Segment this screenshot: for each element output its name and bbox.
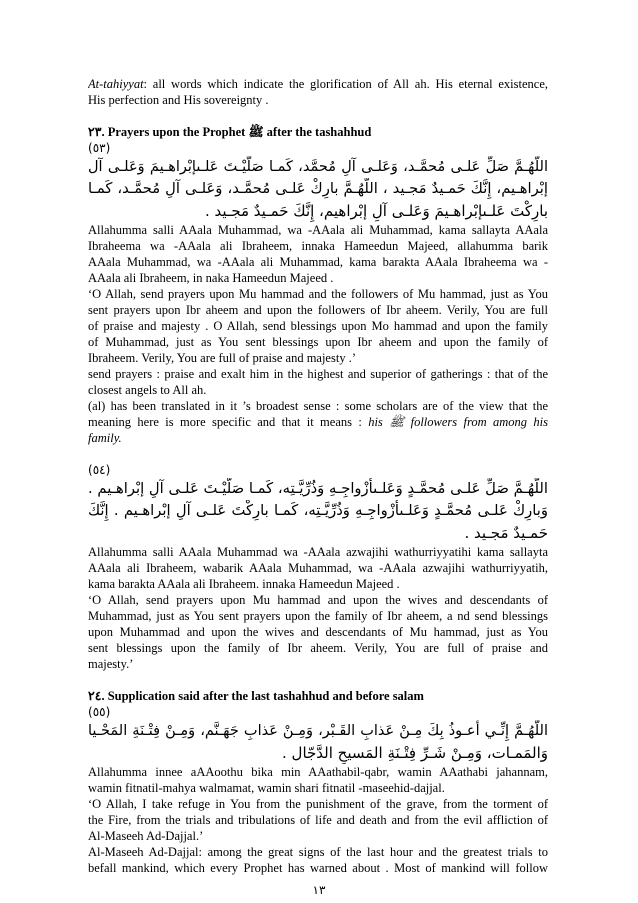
spacer xyxy=(88,672,548,688)
intro-text: : all words which indicate the glorification of All ah. His eternal existence, xyxy=(143,77,548,91)
note-line: family. xyxy=(88,431,122,445)
translation-line: upon Muhammad and upon the wives and descendants of Mu hammad, just as You xyxy=(88,625,548,639)
arabic-line: وَبارِكْ عَلـى مُحمَّـدٍ وَعَلـىأَزْواجِـهِ وَذُرِّيَّـتِه، كَمـا بارِكْتَ عَلـى آلِ إبْراهـيم . إِنَّكَ xyxy=(88,502,548,519)
transliteration-line: Allahumma innee aAAoothu bika min AAathabil-qabr, wamin AAathabi jahannam, xyxy=(88,765,548,779)
note-line: befall mankind, which every Prophet has warned about . Most of mankind will follow xyxy=(88,861,548,875)
transliteration-line: Allahumma salli AAala Muhammad wa -AAala azwajihi wathurriyyatihi kama sallayta xyxy=(88,545,548,559)
translation-line: the Fire, from the trials and tribulations of life and death and from the evil affliction of xyxy=(88,813,548,827)
translation-line: sent prayers upon Ibr aheem and upon the followers of Ibr aheem. Verily, You are full xyxy=(88,303,548,317)
translation-line: Ibraheem. Verily, You are full of praise and majesty .’ xyxy=(88,351,356,365)
arabic-line: وَالمَمـات، وَمِـنْ شَـرِّ فِتْـنَةِ المَسيحِ الدَّجّال . xyxy=(282,744,548,762)
translation-line: ‘O Allah, send prayers upon Mu hammad and the followers of Mu hammad, just as You xyxy=(88,287,548,301)
transliteration-line: wamin fitnatil-mahya walmamat, wamin shari fitnatil -maseehid-dajjal. xyxy=(88,781,445,795)
transliteration-line: AAala Muhammad, wa -AAala ali Muhammad, kama barakta AAala Ibraheema wa - xyxy=(88,255,548,269)
transliteration-line: Ibraheema wa -AAala ali Ibraheem, innaka Hameedun Majeed, allahumma barik xyxy=(88,239,548,253)
text-column xyxy=(88,76,548,876)
note-line: Al-Maseeh Ad-Dajjal: among the great signs of the last hour and the greatest trials to xyxy=(88,845,548,859)
note-italic-text: his ﷺ followers from among his xyxy=(368,415,548,429)
translation-line: Muhammad, just as You sent prayers upon the family of Ibr aheem, a nd send blessings xyxy=(88,609,548,623)
arabic-line: اللّهُـمَّ صَلِّ عَلـى مُحمَّـدٍ وَعَلـىأَزْواجِـهِ وَذُرِّيَّـتِه، كَمـا صَلّيْـتَ عَلـى آلِ إبْراهـيم . xyxy=(88,480,548,497)
arabic-line: اللّهُـمَّ صَلِّ عَلـى مُحمَّـد، وَعَلـى آلِ مُحمَّد، كَمـا صَلّيْـتَ عَلـىإبْراهـيمَ وَعَلـى آل xyxy=(88,159,548,175)
section-heading: ٢٤. Supplication said after the last tashahhud and before salam xyxy=(88,689,424,703)
note-line: send prayers : praise and exalt him in the highest and superior of gatherings : that of the xyxy=(88,367,548,381)
arabic-line: إبْراهـيم، إِنَّكَ حَمـيدٌ مَجـيد ، اللّهُـمَّ بارِكْ عَلـى مُحمَّـد، وَعَلـى آلِ مُحمَّـد، كَمـا xyxy=(88,180,548,197)
arabic-line: اللّهُـمَّ إِنِّـي أَعـوذُ بِكَ مِـنْ عَذابِ القَـبْر، وَمِـنْ عَذابِ جَهَـنَّم، وَمِـنْ فِتْـنَةِ المَحْـيا xyxy=(88,723,548,739)
intro-line: His perfection and His sovereignty . xyxy=(88,93,269,107)
translation-line: majesty.’ xyxy=(88,657,134,671)
note-line: closest angels to All ah. xyxy=(88,383,207,397)
note-text: meaning here is more specific and that it means : xyxy=(88,415,369,429)
intro-line xyxy=(88,76,548,92)
page-number: ١٣ xyxy=(312,883,326,897)
note-line: (al) has been translated in it ’s broadest sense : some scholars are of the view that the xyxy=(88,399,548,413)
section-heading: ٢٣. Prayers upon the Prophet ﷺ after the tashahhud xyxy=(88,125,372,139)
spacer xyxy=(88,446,548,462)
hadith-number: (٥٥) xyxy=(88,705,111,719)
translation-line: of praise and majesty . O Allah, send blessings upon Mo hammad and upon the family xyxy=(88,319,548,333)
spacer xyxy=(88,108,548,124)
translation-line: ‘O Allah, I take refuge in You from the punishment of the grave, from the torment of xyxy=(88,797,548,811)
transliteration-line: AAala ali Ibraheem, in naka Hameedun Majeed . xyxy=(88,271,334,285)
transliteration-line: Allahumma salli AAala Muhammad, wa -AAala ali Muhammad, kama sallayta AAala xyxy=(88,223,548,237)
translation-line: sent blessings upon the family of Ibr aheem. Verily, You are full of praise and xyxy=(88,641,548,655)
translation-line: ‘O Allah, send prayers upon Mu hammad and upon the wives and descendants of xyxy=(88,593,548,607)
hadith-number: (٥٣) xyxy=(88,141,111,155)
hadith-number: (٥٤) xyxy=(88,463,111,477)
transliteration-line: AAala ali Ibraheem, wabarik AAala Muhammad, wa -AAala azwajihi wathurriyyatih, xyxy=(88,561,548,575)
translation-line: of Muhammad, just as You sent blessings upon Ibr aheem and upon the family of xyxy=(88,335,548,349)
arabic-line: حَمـيدٌ مَجـيد . xyxy=(464,524,548,542)
arabic-line: بارِكْتَ عَلـىإبْراهـيمَ وَعَلـى آلِ إبْراهيم، إِنَّكَ حَمـيدٌ مَجـيد . xyxy=(204,202,548,220)
translation-line: Al-Maseeh Ad-Dajjal.’ xyxy=(88,829,204,843)
note-line xyxy=(88,414,548,430)
transliteration-line: kama barakta AAala ali Ibraheem. innaka Hameedun Majeed . xyxy=(88,577,400,591)
term-tahiyyat: At-tahiyyat xyxy=(88,77,144,91)
